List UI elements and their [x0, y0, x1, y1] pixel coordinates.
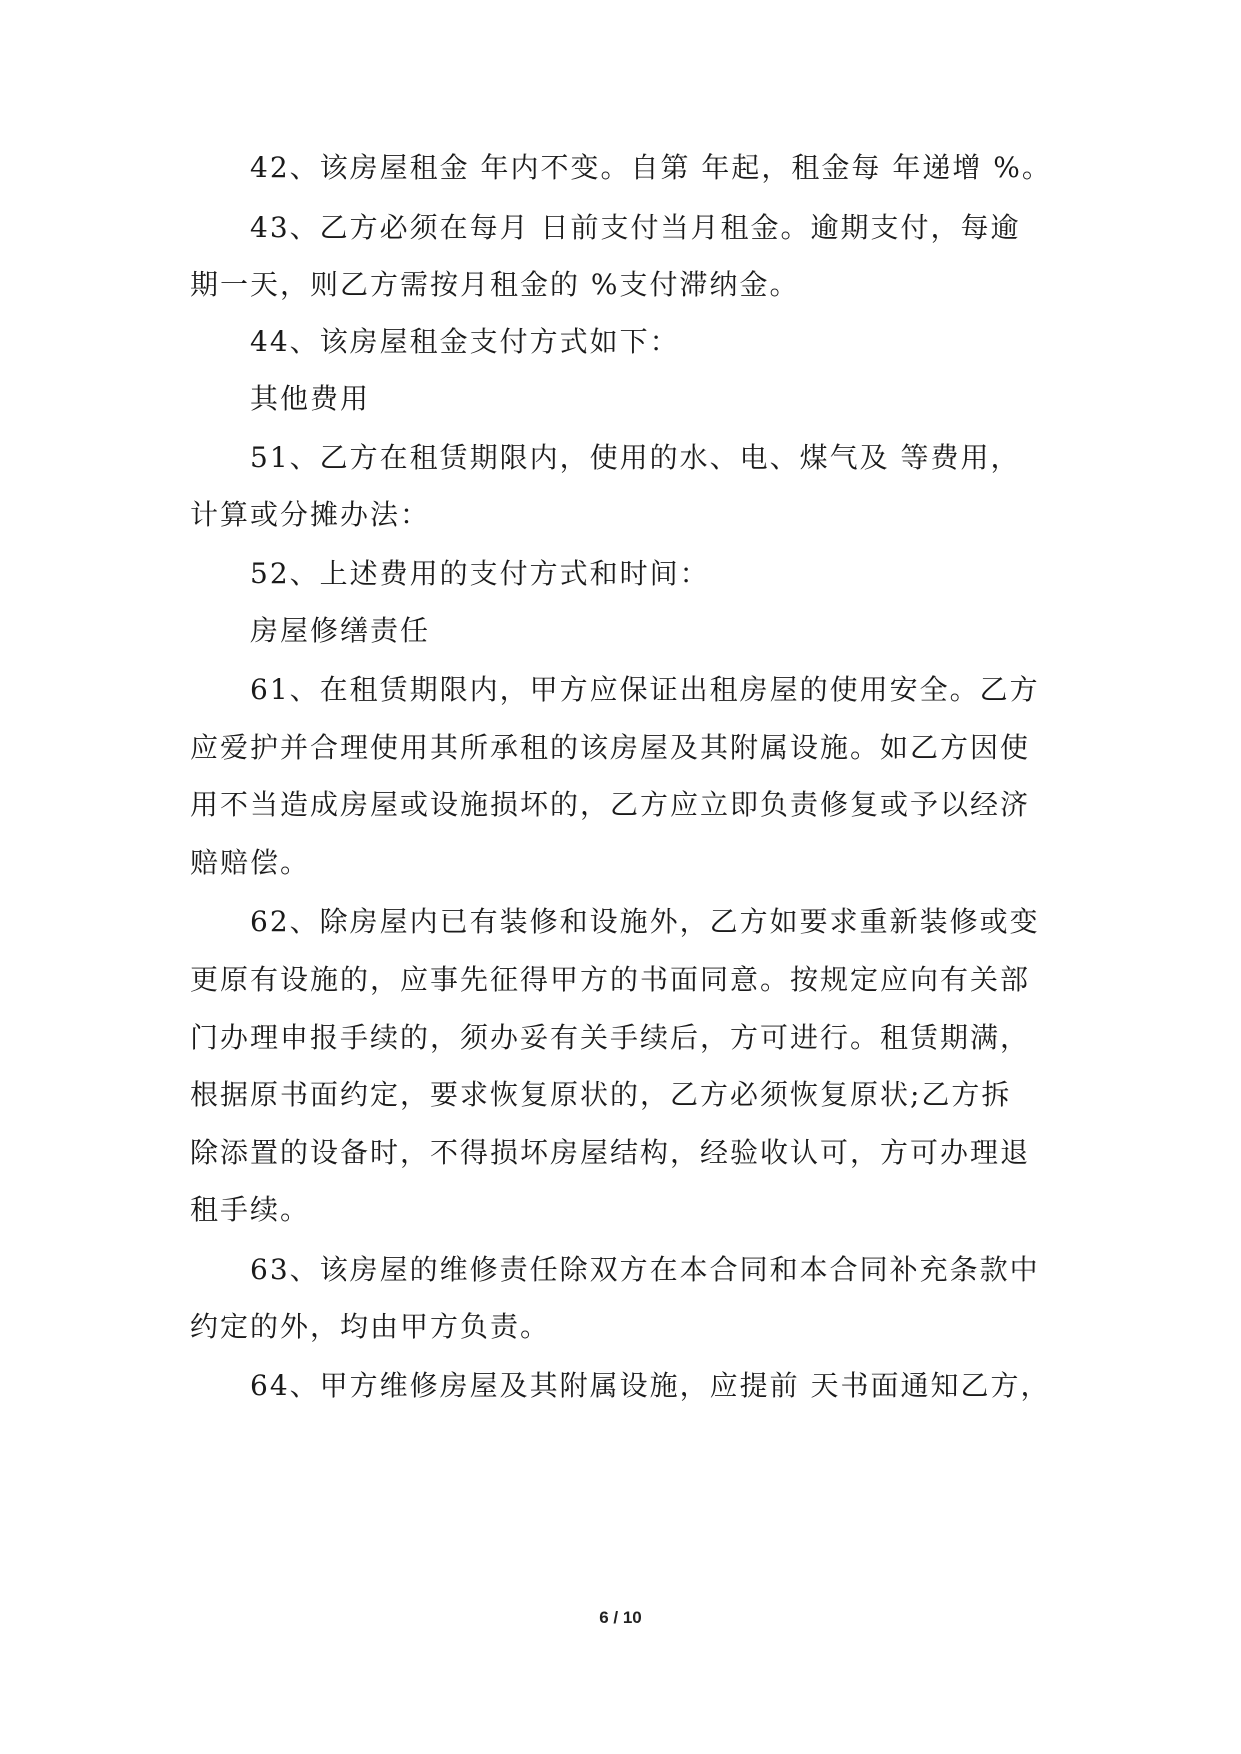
- paragraph-62-line-4: 根据原书面约定，要求恢复原状的，乙方必须恢复原状;乙方拆: [190, 1078, 1012, 1111]
- page-number: 6 / 10: [599, 1608, 642, 1627]
- section-heading-other-fees: 其他费用: [250, 382, 371, 415]
- paragraph-51-line-1: 51、乙方在租赁期限内，使用的水、电、煤气及 等费用，: [250, 441, 1021, 474]
- paragraph-43-line-2: 期一天，则乙方需按月租金的 %支付滞纳金。: [190, 268, 800, 301]
- paragraph-61-line-2: 应爱护并合理使用其所承租的该房屋及其附属设施。如乙方因使: [190, 731, 1031, 764]
- paragraph-51-line-2: 计算或分摊办法：: [190, 498, 431, 531]
- paragraph-63-line-2: 约定的外，均由甲方负责。: [190, 1310, 551, 1343]
- paragraph-42: 42、该房屋租金 年内不变。自第 年起，租金每 年递增 %。: [250, 151, 1052, 184]
- paragraph-62-line-5: 除添置的设备时，不得损坏房屋结构，经验收认可，方可办理退: [190, 1136, 1031, 1169]
- paragraph-52: 52、上述费用的支付方式和时间：: [250, 557, 710, 590]
- paragraph-61-line-1: 61、在租赁期限内，甲方应保证出租房屋的使用安全。乙方: [250, 673, 1040, 706]
- paragraph-44: 44、该房屋租金支付方式如下：: [250, 325, 680, 358]
- paragraph-62-line-3: 门办理申报手续的，须办妥有关手续后，方可进行。租赁期满，: [190, 1021, 1031, 1054]
- paragraph-63-line-1: 63、该房屋的维修责任除双方在本合同和本合同补充条款中: [250, 1253, 1040, 1286]
- paragraph-62-line-6: 租手续。: [190, 1193, 311, 1226]
- paragraph-43-line-1: 43、乙方必须在每月 日前支付当月租金。逾期支付，每逾: [250, 211, 1021, 244]
- section-heading-repair: 房屋修缮责任: [250, 614, 431, 647]
- paragraph-64: 64、甲方维修房屋及其附属设施，应提前 天书面通知乙方，: [250, 1369, 1051, 1402]
- paragraph-62-line-1: 62、除房屋内已有装修和设施外，乙方如要求重新装修或变: [250, 905, 1040, 938]
- paragraph-61-line-4: 赔赔偿。: [190, 846, 311, 879]
- paragraph-61-line-3: 用不当造成房屋或设施损坏的，乙方应立即负责修复或予以经济: [190, 788, 1031, 821]
- paragraph-62-line-2: 更原有设施的，应事先征得甲方的书面同意。按规定应向有关部: [190, 963, 1031, 996]
